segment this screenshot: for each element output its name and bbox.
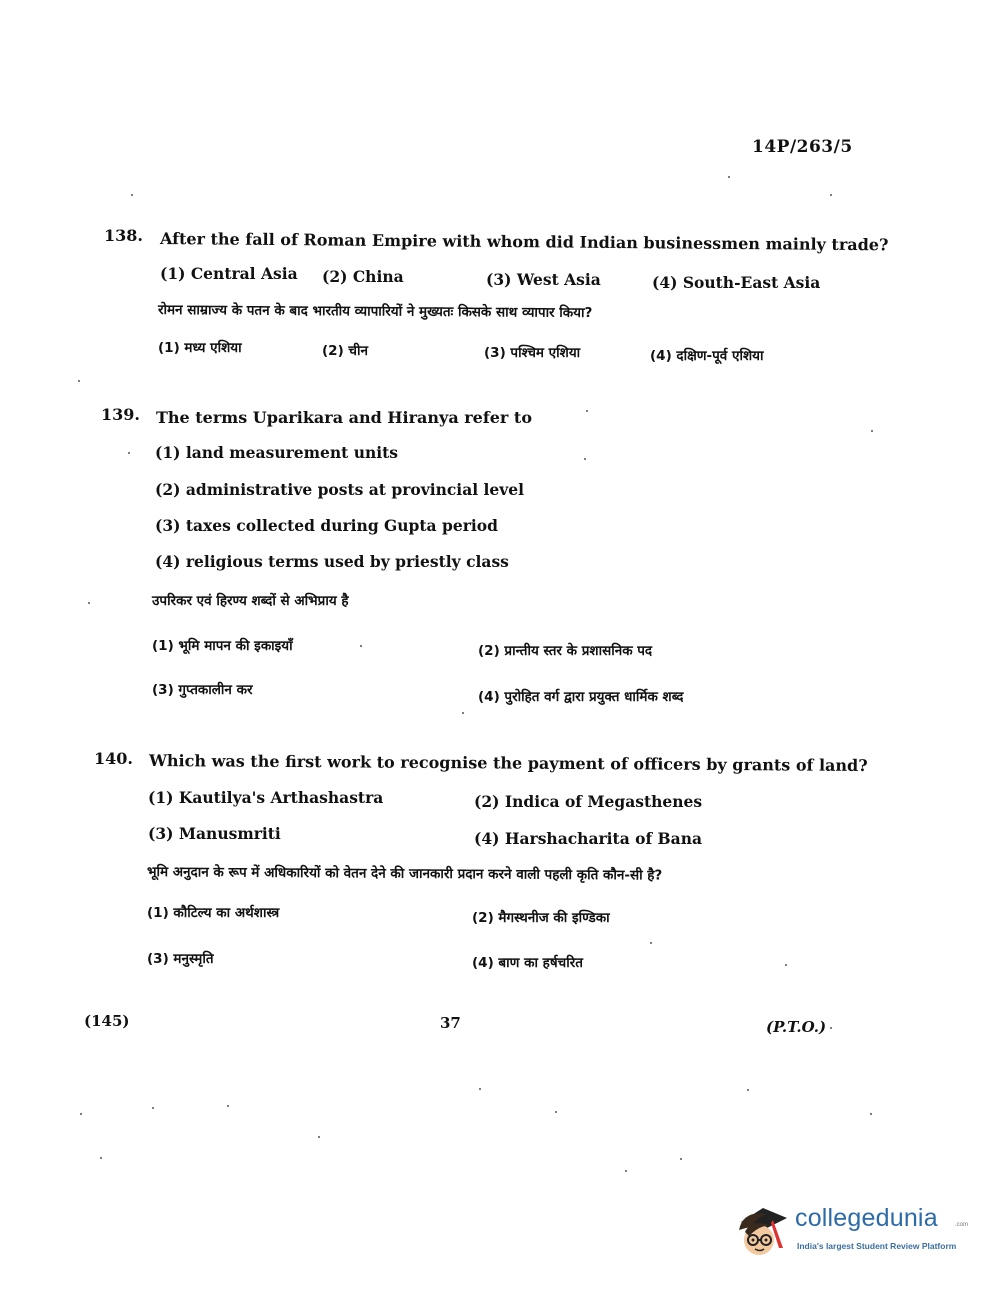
pto-label: (P.T.O.)	[766, 1018, 827, 1036]
footer-code: (145)	[84, 1012, 130, 1030]
hindi-question-text: उपरिकर एवं हिरण्य शब्दों से अभिप्राय है	[152, 593, 349, 609]
question-number: 139.	[101, 405, 140, 424]
option-4: (4) Harshacharita of Bana	[474, 829, 703, 848]
option-4: (4) South-East Asia	[652, 273, 821, 292]
option-2: (2) China	[322, 267, 404, 286]
hindi-option-2: (2) मैगस्थनीज की इण्डिका	[472, 910, 610, 926]
hindi-option-3: (3) मनुस्मृति	[147, 951, 214, 967]
hindi-option-1: (1) भूमि मापन की इकाइयाँ	[152, 638, 293, 654]
collegedunia-logo	[733, 1196, 969, 1260]
logo-wordmark: collegedunia	[795, 1204, 938, 1232]
mascot-icon	[733, 1196, 793, 1260]
hindi-option-1: (1) कौटिल्य का अर्थशास्त्र	[147, 905, 280, 921]
paper-code: 14P/263/5	[752, 137, 853, 157]
option-3: (3) taxes collected during Gupta period	[155, 516, 498, 535]
hindi-option-3: (3) गुप्तकालीन कर	[152, 682, 253, 698]
option-1: (1) land measurement units	[155, 443, 399, 462]
option-3: (3) West Asia	[486, 270, 601, 289]
question-number: 138.	[104, 226, 143, 245]
option-1: (1) Central Asia	[160, 264, 298, 283]
option-3: (3) Manusmriti	[148, 824, 281, 843]
logo-suffix: .com	[955, 1222, 969, 1228]
question-number: 140.	[94, 749, 133, 768]
question-text: Which was the first work to recognise the payment of officers by grants of land?	[148, 751, 868, 776]
hindi-question-text: भूमि अनुदान के रूप में अधिकारियों को वेतन देने की जानकारी प्रदान करने वाली पहली कृति कौन-सी है?	[146, 864, 663, 884]
logo-tagline: India's largest Student Review Platform	[797, 1241, 957, 1251]
option-4: (4) religious terms used by priestly class	[155, 552, 509, 571]
hindi-option-4: (4) दक्षिण-पूर्व एशिया	[650, 348, 764, 364]
option-2: (2) Indica of Megasthenes	[474, 792, 703, 811]
page-number: 37	[440, 1014, 461, 1032]
hindi-question-text: रोमन साम्राज्य के पतन के बाद भारतीय व्यापारियों ने मुख्यतः किसके साथ व्यापार किया?	[157, 302, 593, 322]
question-text: The terms Uparikara and Hiranya refer to	[156, 408, 532, 427]
hindi-option-4: (4) बाण का हर्षचरित	[472, 955, 583, 971]
option-2: (2) administrative posts at provincial level	[155, 480, 525, 499]
hindi-option-3: (3) पश्चिम एशिया	[484, 345, 581, 361]
hindi-option-1: (1) मध्य एशिया	[158, 340, 242, 356]
option-1: (1) Kautilya's Arthashastra	[148, 788, 384, 807]
question-text: After the fall of Roman Empire with whom did Indian businessmen mainly trade?	[159, 229, 889, 255]
hindi-option-2: (2) चीन	[322, 343, 368, 359]
hindi-option-2: (2) प्रान्तीय स्तर के प्रशासनिक पद	[478, 643, 653, 659]
hindi-option-4: (4) पुरोहित वर्ग द्वारा प्रयुक्त धार्मिक शब्द	[478, 689, 684, 705]
